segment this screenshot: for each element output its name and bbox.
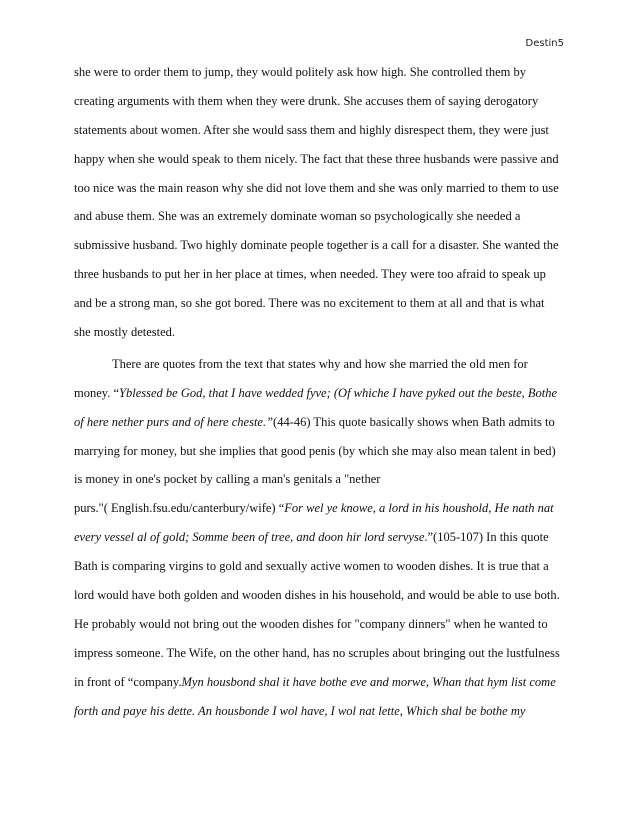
text-run: she mostly detested. (74, 325, 176, 340)
text-line (74, 639, 564, 668)
text-run: He probably would not bring out the wooden dishes for "company dinners" when he wanted to (74, 616, 548, 631)
text-line (74, 494, 564, 523)
text-line (74, 202, 564, 231)
text-run: is money in one's pocket by calling a man's genitals a "nether (74, 472, 381, 487)
text-line (74, 379, 564, 408)
text-run: in front of “company. (74, 674, 182, 689)
text-line (74, 437, 564, 466)
quote-italic: of here nether purs and of here cheste.” (74, 414, 274, 429)
text-line (74, 610, 564, 639)
text-run: Bath is comparing virgins to gold and sexually active women to wooden dishes. It is true that a (74, 559, 549, 574)
text-run: and be a strong man, so she got bored. There was no excitement to them at all and that is what (74, 296, 545, 311)
running-head: Destin5 (525, 38, 564, 49)
text-run: money. “ (74, 385, 120, 400)
quote-italic: Yblessed be God, that I have wedded fyve; (Of whiche I have pyked out the beste, Bothe (119, 385, 558, 400)
quote-italic: For wel ye knowe, a lord in his houshold, He nath nat (284, 501, 554, 516)
text-run: marrying for money, but she implies that good penis (by which she may also mean talent in bed) (74, 443, 556, 458)
text-line (74, 350, 564, 379)
text-line (74, 87, 564, 116)
text-run: statements about women. After she would sass them and highly disrespect them, they were just (74, 122, 549, 137)
text-line (74, 174, 564, 203)
text-line (74, 581, 564, 610)
text-run: too nice was the main reason why she did not love them and she was only married to them to use (74, 180, 559, 195)
text-run: .”(105-107) In this quote (424, 530, 549, 545)
text-run: she were to order them to jump, they would politely ask how high. She controlled them by (74, 65, 527, 79)
text-line (74, 58, 564, 87)
text-run: purs."( English.fsu.edu/canterbury/wife) “ (74, 501, 285, 516)
text-run: lord would have both golden and wooden dishes in his household, and would be able to use both. (74, 588, 560, 603)
text-line (74, 260, 564, 289)
text-run: happy when she would speak to them nicely. The fact that these three husbands were passive and (74, 151, 559, 166)
text-line (74, 116, 564, 145)
text-line (74, 523, 564, 552)
quote-italic: every vessel al of gold; Somme been of tree, and doon hir lord servyse (74, 530, 425, 545)
text-line (74, 552, 564, 581)
text-line (74, 408, 564, 437)
body-text (74, 58, 564, 725)
text-line (74, 668, 564, 697)
text-run: impress someone. The Wife, on the other hand, has no scruples about bringing out the lustfulness (74, 645, 560, 660)
quote-italic: Myn housbond shal it have bothe eve and morwe, Whan that hym list come (181, 674, 556, 689)
text-run: There are quotes from the text that states why and how she married the old men for (112, 356, 528, 371)
text-run: submissive husband. Two highly dominate people together is a call for a disaster. She wanted the (74, 238, 559, 253)
text-line (74, 231, 564, 260)
text-run: three husbands to put her in her place at times, when needed. They were too afraid to speak up (74, 267, 546, 282)
quote-italic: forth and paye his dette. An housbonde I wol have, I wol nat lette, Which shal be bothe my (74, 703, 526, 718)
text-run: (44-46) This quote basically shows when Bath admits to (273, 414, 555, 429)
text-line (74, 145, 564, 174)
text-line (74, 465, 564, 494)
text-line (74, 318, 564, 347)
text-run: creating arguments with them when they were drunk. She accuses them of saying derogatory (74, 93, 539, 108)
text-line (74, 697, 564, 726)
text-line (74, 289, 564, 318)
text-run: and abuse them. She was an extremely dominate woman so psychologically she needed a (74, 209, 521, 224)
